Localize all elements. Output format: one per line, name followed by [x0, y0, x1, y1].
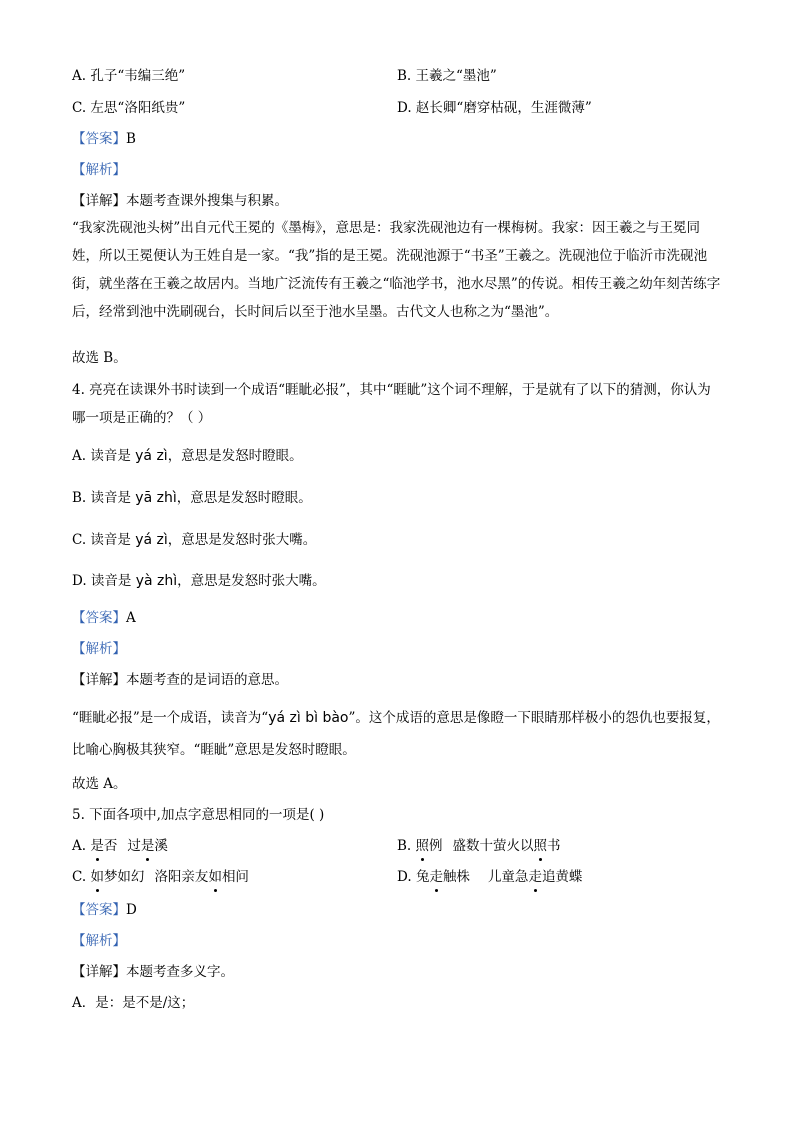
text: 梦如幻 [103, 869, 145, 885]
detail-text: 本题考查课外搜集与积累。 [126, 193, 288, 209]
answer-tag: 【答案】 [72, 131, 126, 147]
dotted-char: 是 [90, 838, 104, 854]
option-prefix: B. 读音是 [72, 490, 136, 506]
detail-tag: 【详解】 [72, 193, 126, 209]
answer-tag: 【答案】 [72, 610, 126, 626]
q4-answer [72, 608, 136, 628]
dotted-char: 如 [208, 869, 222, 885]
q3-conclusion: 故选 B。 [72, 350, 127, 366]
option-label: A. [72, 838, 91, 854]
text: 兔 [415, 869, 430, 885]
detail-text: 本题考查的是词语的意思。 [126, 672, 288, 688]
para-prefix: “睚眦必报”是一个成语，读音为“ [72, 710, 269, 726]
q5-option-b [397, 836, 561, 856]
q3-option-b: B. 王羲之“墨池” [397, 68, 497, 84]
dotted-char: 是 [140, 838, 155, 854]
q3-analysis-tag [72, 160, 126, 180]
text: 书 [547, 838, 561, 854]
option-suffix: ，意思是发怒时瞪眼。 [176, 490, 312, 506]
q3-explanation-paragraph: “我家洗砚池头树”出自元代王冕的《墨梅》，意思是：我家洗砚池边有一棵梅树。我家：因王羲之与王冕同姓，所以王冕便认为王姓自是一家。“我”指的是王冕。洗砚池源于“书圣”王羲之。洗砚池位于临沂市洗砚池街，就坐落在王羲之故居内。当地广泛流传有王羲之“临池学书，池水尽黑”的传说。相传王羲之幼年刻苦练字后，经常到池中洗刷砚台，长时间后以至于池水呈墨。古代文人也称之为“墨池”。 [72, 220, 721, 320]
q5-option-a [72, 836, 168, 856]
q5-analysis-tag [72, 931, 126, 951]
option-label: D. [397, 869, 416, 885]
dotted-char: 如 [90, 869, 104, 885]
text: 过 [127, 838, 141, 854]
q4-explanation-paragraph [72, 702, 724, 766]
option-prefix: D. 读音是 [72, 573, 136, 589]
q3-option-c: C. 左思“洛阳纸贵” [72, 100, 186, 116]
text: 否 [103, 838, 118, 854]
q5-stem: 5. 下面各项中,加点字意思相同的一项是( ) [72, 807, 325, 823]
detail-text: 本题考查多义字。 [126, 964, 234, 980]
q3-answer [72, 129, 136, 149]
q5-analysis-line-a: A．是：是不是/这； [72, 995, 195, 1011]
pinyin: yá zì bì bào [268, 710, 349, 726]
analysis-tag: 【解析】 [72, 162, 126, 178]
q5-option-d [397, 867, 582, 887]
dotted-char: 照 [415, 838, 430, 854]
text: 洛阳亲友 [154, 869, 209, 885]
detail-tag: 【详解】 [72, 672, 126, 688]
text: 溪 [154, 838, 168, 854]
q4-option-b [72, 488, 312, 508]
para-suffix: ”。这个成语的意思是像瞪一下眼睛那样极小的怨仇也要报复，比喻心胸极其狭窄。“睚眦”意思是发怒时瞪眼。 [72, 710, 720, 758]
detail-tag: 【详解】 [72, 964, 126, 980]
q5-answer [72, 900, 137, 920]
q5-detail [72, 962, 234, 982]
option-label: C. [72, 869, 91, 885]
q4-analysis-tag [72, 639, 126, 659]
q3-option-d: D. 赵长卿“磨穿枯砚，生涯微薄” [397, 100, 592, 116]
text: 盛数十萤火以 [452, 838, 534, 854]
analysis-tag: 【解析】 [72, 933, 126, 949]
q4-stem: 4. 亮亮在读课外书时读到一个成语“睚眦必报”，其中“睚眦”这个词不理解，于是就有了以下的猜测，你认为哪一项是正确的？（ ） [72, 382, 711, 426]
dotted-char: 走 [429, 869, 443, 885]
text: 相问 [221, 869, 249, 885]
answer-tag: 【答案】 [72, 902, 126, 918]
answer-value: D [126, 902, 137, 918]
dotted-char: 走 [528, 869, 542, 885]
option-suffix: ，意思是发怒时张大嘴。 [167, 532, 317, 548]
option-label: B. [397, 838, 416, 854]
q5-option-c [72, 867, 249, 887]
q4-option-c [72, 530, 316, 550]
text: 追黄蝶 [541, 869, 583, 885]
dotted-char: 照 [533, 838, 548, 854]
pinyin: yà zhì [135, 573, 178, 589]
option-prefix: A. 读音是 [72, 448, 136, 464]
q4-option-a [72, 446, 303, 466]
answer-value: A [126, 610, 136, 626]
option-suffix: ，意思是发怒时张大嘴。 [177, 573, 326, 589]
q4-conclusion: 故选 A。 [72, 776, 127, 792]
analysis-tag: 【解析】 [72, 641, 126, 657]
answer-value: B [126, 131, 136, 147]
pinyin: yā zhì [135, 490, 177, 506]
q4-option-d [72, 571, 326, 591]
q4-detail [72, 670, 288, 690]
q3-detail [72, 191, 288, 211]
option-prefix: C. 读音是 [72, 532, 136, 548]
q3-option-a: A. 孔子“韦编三绝” [72, 68, 186, 84]
text: 例 [429, 838, 443, 854]
text: 儿童急 [487, 869, 529, 885]
text: 触株 [442, 869, 470, 885]
pinyin: yá zì [135, 448, 168, 464]
pinyin: yá zì [135, 532, 168, 548]
option-suffix: ，意思是发怒时瞪眼。 [167, 448, 303, 464]
